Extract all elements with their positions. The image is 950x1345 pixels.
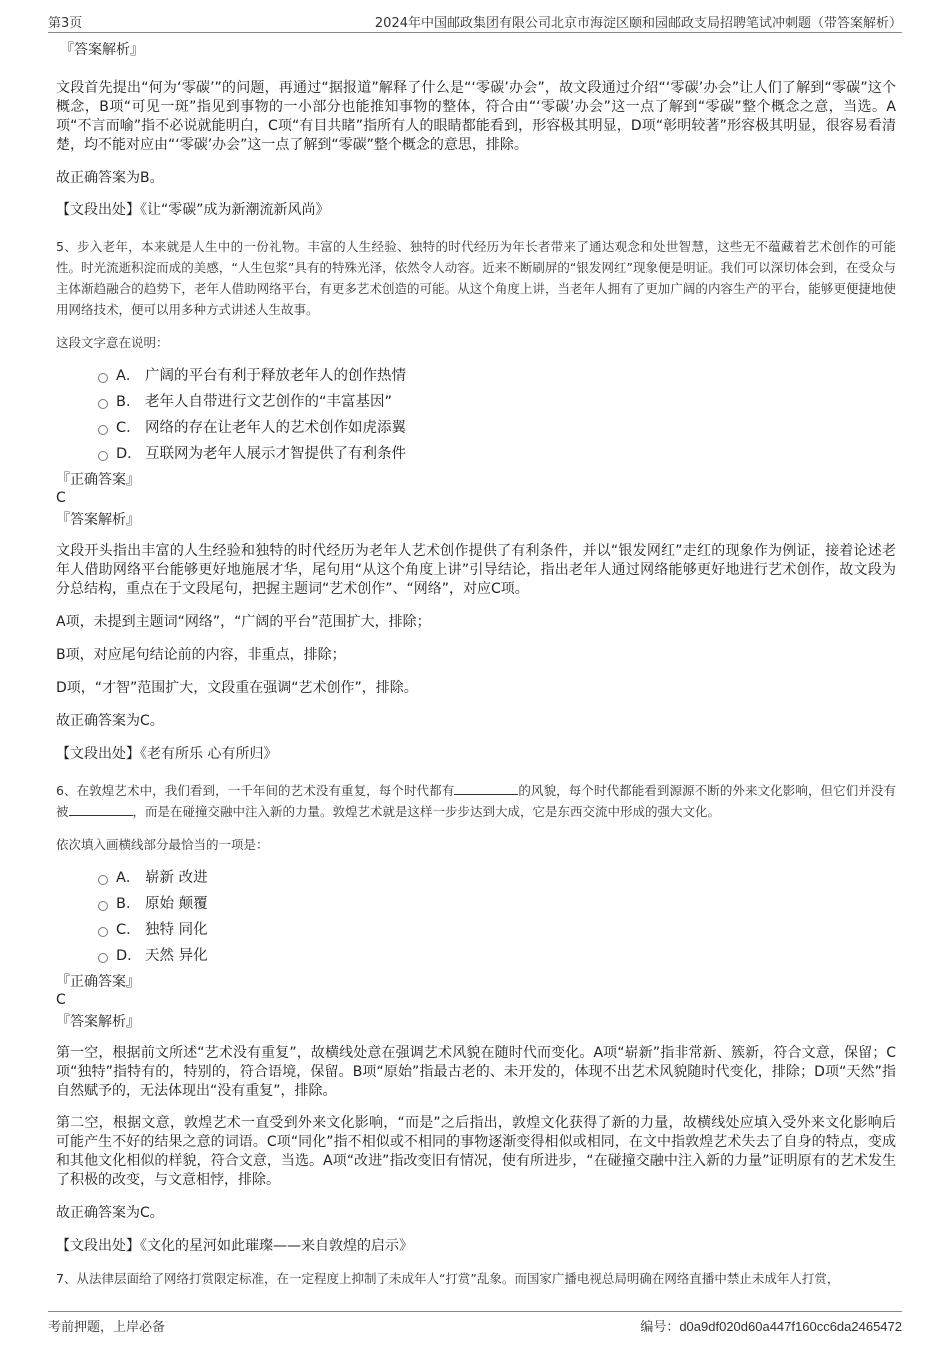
radio-button[interactable] — [98, 875, 108, 885]
page-content — [56, 40, 896, 1289]
option-text: 原始 颠覆 — [145, 896, 208, 912]
fill-blank-2 — [69, 803, 133, 816]
fill-blank-1 — [454, 782, 518, 795]
page-footer — [48, 1311, 902, 1334]
option-text: 互联网为老年人展示才智提供了有利条件 — [145, 446, 406, 462]
option-text: 网络的存在让老年人的艺术创作如虎添翼 — [145, 420, 406, 436]
q6-stem — [56, 780, 896, 822]
option-text: 老年人自带进行文艺创作的“丰富基因” — [145, 394, 393, 410]
option-letter: A． — [116, 870, 141, 886]
q5-conclusion: 故正确答案为C。 — [56, 713, 164, 729]
q4-analysis: 文段首先提出“何为‘零碳’”的问题，再通过“据报道”解释了什么是“‘零碳’办会”，故文段通过介绍“‘零碳’办会”让人们了解到“零碳”这个概念，B项“可见一斑”指见到事物的一小部分也能推知事物的整体，符合由“‘零碳’办会”这一点了解到“零碳”整个概念之意，当选。A项“不言而喻”指不必说就能明白，C项“有目共睹”指所有人的眼睛都能看到，形容极其明显，D项“彰明较著”形容极其明显，很容易看清楚，均不能对应由“‘零碳’办会”这一点了解到“零碳”整个概念的意思，排除。 — [56, 80, 896, 153]
q5-stem: 5、步入老年，本来就是人生中的一份礼物。丰富的人生经验、独特的时代经历为年长者带来了通达观念和处世智慧，这些无不蕴藏着艺术创作的可能性。时光流逝积淀而成的美感，“人生包浆”具有的特殊光泽，依然令人动容。近来不断刷屏的“银发网红”现象便是明证。我们可以深切体会到，在受众与主体渐趋融合的趋势下，老年人借助网络平台，有更多艺术创造的可能。从这个角度上讲，当老年人拥有了更加广阔的内容生产的平台，能够更便捷地使用网络技术，便可以用多种方式讲述人生故事。 — [56, 239, 896, 317]
q6-answer: C — [56, 992, 66, 1008]
q6-analysis-p1: 第一空，根据前文所述“艺术没有重复”，故横线处意在强调艺术风貌在随时代而变化。A项“崭新”指非常新、簇新，符合文意，保留；C项“独特”指特有的，特别的，符合语境，保留。B项“原始”指最古老的、未开发的，体现不出艺术风貌随时代变化，排除；D项“天然”指自然赋予的，无法体现出“没有重复”，排除。 — [56, 1045, 896, 1099]
q6-options — [56, 865, 896, 969]
q6-conclusion: 故正确答案为C。 — [56, 1205, 164, 1221]
option-letter: C． — [116, 922, 141, 938]
option-letter: B． — [116, 394, 141, 410]
page-number: 第3页 — [48, 16, 83, 31]
page-header — [48, 12, 902, 33]
option-text: 崭新 改进 — [145, 870, 208, 886]
q6-answer-label: 『正确答案』 — [56, 974, 140, 990]
q6-analysis-label: 『答案解析』 — [56, 1014, 140, 1030]
q7-stem: 7、从法律层面给了网络打赏限定标准，在一定程度上抑制了未成年人“打赏”乱象。而国家广播电视总局明确在网络直播中禁止未成年人打赏， — [56, 1271, 840, 1286]
q5-answer-label: 『正确答案』 — [56, 472, 140, 488]
radio-button[interactable] — [98, 927, 108, 937]
q6-option-b[interactable] — [56, 891, 896, 917]
option-letter: D． — [116, 446, 142, 462]
option-letter: A． — [116, 368, 141, 384]
radio-button[interactable] — [98, 953, 108, 963]
q6-stem-part1: 6、在敦煌艺术中，我们看到，一千年间的艺术没有重复，每个时代都有 — [56, 783, 455, 798]
q6-option-c[interactable] — [56, 917, 896, 943]
q5-source: 【文段出处】《老有所乐 心有所归》 — [56, 746, 278, 762]
q5-option-c[interactable] — [56, 415, 896, 441]
q4-conclusion: 故正确答案为B。 — [56, 170, 164, 186]
q6-source: 【文段出处】《文化的星河如此璀璨——来自敦煌的启示》 — [56, 1238, 413, 1254]
footer-slogan: 考前押题，上岸必备 — [48, 1320, 166, 1335]
radio-button[interactable] — [98, 901, 108, 911]
document-code — [640, 1316, 902, 1335]
q4-analysis-label: 『答案解析』 — [60, 42, 144, 58]
q5-option-d[interactable] — [56, 441, 896, 467]
q5-analysis-label: 『答案解析』 — [56, 512, 140, 528]
option-text: 天然 异化 — [145, 948, 208, 964]
q5-option-a[interactable] — [56, 363, 896, 389]
q5-answer: C — [56, 490, 66, 506]
q5-option-b[interactable] — [56, 389, 896, 415]
radio-button[interactable] — [98, 373, 108, 383]
radio-button[interactable] — [98, 399, 108, 409]
radio-button[interactable] — [98, 425, 108, 435]
option-letter: B． — [116, 896, 141, 912]
q5-analysis-p3: B项，对应尾句结论前的内容，非重点，排除； — [56, 647, 346, 663]
q5-analysis-p4: D项，“才智”范围扩大，文段重在强调“艺术创作”，排除。 — [56, 680, 418, 696]
q6-stem-part3: ，而是在碰撞交融中注入新的力量。敦煌艺术就是这样一步步达到大成，它是东西交流中形成的强大文化。 — [132, 804, 721, 819]
q5-options — [56, 363, 896, 467]
q6-option-d[interactable] — [56, 943, 896, 969]
option-text: 独特 同化 — [145, 922, 208, 938]
q6-prompt: 依次填入画横线部分最恰当的一项是： — [56, 837, 269, 852]
q6-analysis-p2: 第二空，根据文意，敦煌艺术一直受到外来文化影响，“而是”之后指出，敦煌文化获得了新的力量，故横线处应填入受外来文化影响后可能产生不好的结果之意的词语。C项“同化”指不相似或不相同的事物逐渐变得相似或相同，在文中指敦煌艺术失去了自身的特点，变成和其他文化相似的样貌，符合文意，当选。A项“改进”指改变旧有情况，使有所进步，“在碰撞交融中注入新的力量”证明原有的艺术发生了积极的改变，与文意相悖，排除。 — [56, 1115, 896, 1188]
option-letter: C． — [116, 420, 141, 436]
option-letter: D． — [116, 948, 142, 964]
option-text: 广阔的平台有利于释放老年人的创作热情 — [145, 368, 406, 384]
code-value: d0a9df020d60a447f160cc6da2465472 — [679, 1319, 902, 1334]
radio-button[interactable] — [98, 451, 108, 461]
q6-option-a[interactable] — [56, 865, 896, 891]
q6-stem-part2: 的风貌，每个时代都能看到源源不断的外来文化影响，但它们并没有被 — [56, 783, 896, 819]
q5-prompt: 这段文字意在说明： — [56, 335, 169, 350]
code-label: 编号： — [640, 1319, 680, 1334]
q5-analysis-p2: A项，未提到主题词“网络”，“广阔的平台”范围扩大，排除； — [56, 614, 431, 630]
q5-analysis-p1: 文段开头指出丰富的人生经验和独特的时代经历为老年人艺术创作提供了有利条件，并以“银发网红”走红的现象作为例证，接着论述老年人借助网络平台能够更好地施展才华，尾句用“从这个角度上讲”引导结论，指出老年人通过网络能够更好地进行艺术创作，故文段为分总结构，重点在于文段尾句，把握主题词“艺术创作”、“网络”，对应C项。 — [56, 543, 896, 597]
q4-source: 【文段出处】《让“零碳”成为新潮流新风尚》 — [56, 202, 330, 218]
document-title: 2024年中国邮政集团有限公司北京市海淀区颐和园邮政支局招聘笔试冲刺题（带答案解析） — [374, 16, 902, 31]
